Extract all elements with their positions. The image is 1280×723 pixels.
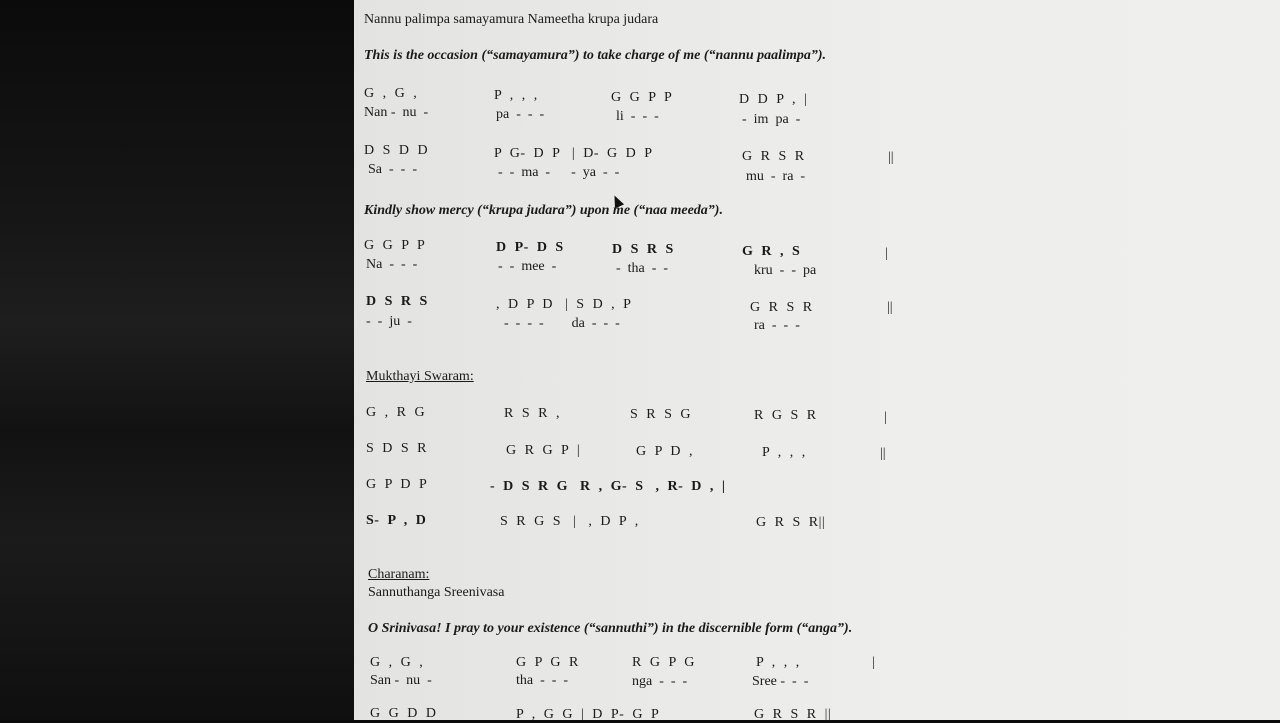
lyric-cell: Nan - nu - <box>364 105 429 120</box>
lyric-cell: ra - - - <box>754 318 800 333</box>
lyric-cell: - - ju - <box>366 314 412 329</box>
charanam-line: Sannuthanga Sreenivasa <box>368 585 505 600</box>
swara-cell: G G P P <box>611 90 673 105</box>
meaning-2: Kindly show mercy (“krupa judara”) upon me (“naa meeda”). <box>364 203 723 218</box>
swara-cell: G , G , <box>364 86 418 101</box>
bar-line: | <box>885 246 888 261</box>
document-page <box>354 0 1280 720</box>
lyric-cell: Na - - - <box>366 257 418 272</box>
swara-cell: S- P , D <box>366 513 427 528</box>
bar-line: || <box>887 300 893 315</box>
charanam-heading: Charanam: <box>368 567 430 582</box>
swara-cell: R G P G <box>632 655 695 670</box>
swara-cell: G R G P | <box>506 443 581 458</box>
lyric-cell: tha - - - <box>516 673 569 688</box>
swara-cell: P G- D P | D- G D P <box>494 146 653 161</box>
swara-cell: S R G S | , D P , <box>500 514 639 529</box>
swara-cell: G G P P <box>364 238 426 253</box>
swara-cell: G P G R <box>516 655 579 670</box>
bar-line: | <box>872 655 875 670</box>
swara-cell: G R S R|| <box>756 515 826 530</box>
lyric-cell: mu - ra - <box>746 169 806 184</box>
lyric-cell: - - ma - - ya - - <box>498 165 620 180</box>
swara-cell: D S D D <box>364 143 429 158</box>
lyric-cell: - im pa - <box>742 112 801 127</box>
swara-cell: D S R S <box>612 242 674 257</box>
pallavi-line: Nannu palimpa samayamura Nameetha krupa judara <box>364 12 659 27</box>
dark-background <box>0 0 355 720</box>
lyric-cell: Sree - - - <box>752 674 809 689</box>
meaning-1: This is the occasion (“samayamura”) to take charge of me (“nannu paalimpa”). <box>364 48 827 63</box>
swara-cell: G , R G <box>366 405 426 420</box>
swara-cell: D D P , | <box>739 92 808 107</box>
lyric-cell: - tha - - <box>616 261 669 276</box>
swara-cell: D S R S <box>366 294 428 309</box>
lyric-cell: Sa - - - <box>368 162 417 177</box>
bar-line: | <box>884 410 887 425</box>
swara-cell: G R S R <box>750 300 813 315</box>
lyric-cell: San - nu - <box>370 673 432 688</box>
lyric-cell: kru - - pa <box>754 263 817 278</box>
lyric-cell: nga - - - <box>632 674 688 689</box>
swara-cell: G , G , <box>370 655 424 670</box>
swara-cell: G R S R || <box>754 707 832 722</box>
swara-cell: G P D P <box>366 477 428 492</box>
swara-cell: P , G G | D P- G P <box>516 707 660 722</box>
swara-cell: G R S R <box>742 149 805 164</box>
swara-cell: G R , S <box>742 244 801 259</box>
swara-cell: P , , , <box>762 445 806 460</box>
swara-cell: P , , , <box>494 88 538 103</box>
swara-cell: , D P D | S D , P <box>496 297 632 312</box>
lyric-cell: li - - - <box>616 109 659 124</box>
swara-cell: P , , , <box>756 655 800 670</box>
bar-line: || <box>880 446 886 461</box>
swara-cell: S D S R <box>366 441 428 456</box>
meaning-3: O Srinivasa! I pray to your existence (“sannuthi”) in the discernible form (“anga”). <box>368 621 853 636</box>
swara-cell: G G D D <box>370 706 437 721</box>
swara-cell: S R S G <box>630 407 692 422</box>
swara-cell: - D S R G R , G- S , R- D , | <box>490 479 726 494</box>
swara-cell: G P D , <box>636 444 693 459</box>
swara-cell: D P- D S <box>496 240 564 255</box>
swara-cell: R S R , <box>504 406 560 421</box>
bar-line: || <box>888 150 894 165</box>
lyric-cell: pa - - - <box>496 107 545 122</box>
lyric-cell: - - mee - <box>498 259 557 274</box>
swara-cell: R G S R <box>754 408 817 423</box>
lyric-cell: - - - - da - - - <box>504 316 620 331</box>
mukthayi-heading: Mukthayi Swaram: <box>366 369 474 384</box>
